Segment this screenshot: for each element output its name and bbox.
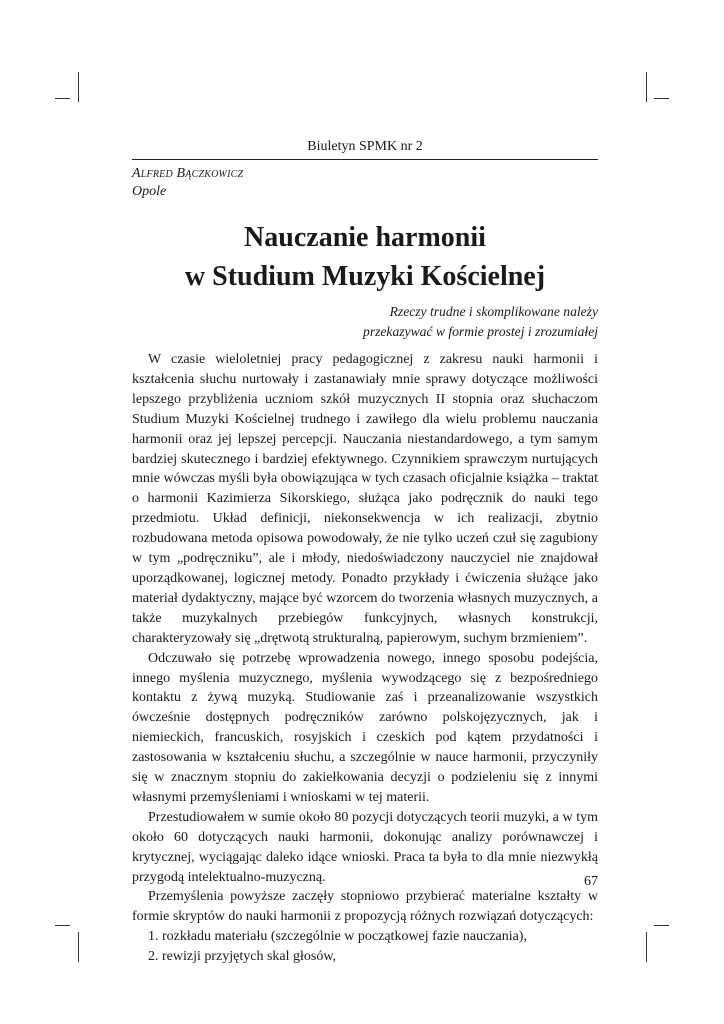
author-city: Opole: [132, 184, 167, 199]
numbered-list: [132, 927, 598, 967]
page-number: 67: [584, 874, 598, 889]
motto-line: przekazywać w formie prostej i zrozumiałej: [363, 324, 598, 339]
crop-mark: [654, 925, 669, 926]
author-block: [132, 165, 243, 201]
crop-mark: [646, 932, 647, 962]
title-line: Nauczanie harmonii: [244, 222, 486, 253]
body-paragraph: Przemyślenia powyższe zaczęły stopniowo przybierać materialne kształty w formie skryptów do nauki harmonii z propozycją różnych rozwiązań dotyczących:: [132, 889, 598, 925]
crop-mark: [646, 72, 647, 102]
list-item: 2. rewizji przyjętych skal głosów,: [148, 949, 337, 965]
crop-mark: [55, 925, 70, 926]
body-paragraph: Przestudiowałem w sumie około 80 pozycji dotyczących teorii muzyki, a w tym około 60 dotyczących nauki harmonii, dokonując analizy porównawczej i krytycznej, wyciągając daleko idące wnioski. Praca ta była to dla mnie niezwykłą przygodą intelektualno-muzyczną.: [132, 809, 598, 885]
article-title: [132, 218, 598, 296]
running-head: Biuletyn SPMK nr 2: [307, 139, 423, 154]
article-body: [132, 350, 598, 967]
crop-mark: [55, 98, 70, 99]
author-name: Alfred Bączkowicz: [132, 166, 244, 181]
motto: [300, 302, 598, 342]
crop-mark: [78, 72, 79, 102]
body-paragraph: W czasie wieloletniej pracy pedagogicznej z zakresu nauki harmonii i kształcenia słuchu nurtowały i zastanawiały mnie sprawy dotyczące możliwości lepszego przybliżenia uczniom szkół muzycznych II stopnia oraz słuchaczom Studium Muzyki Kościelnej trudnego i zawiłego dla wielu problemu nauczania harmonii oraz jej lepszej percepcji. Nauczania niestandardowego, a tym samym bardziej skutecznego i bardziej efektywnego. Czynnikiem sprawczym nurtujących mnie wówczas myśli była obowiązująca w tych czasach oficjalnie książka – traktat o harmonii Kazimierza Sikorskiego, służąca jako podręcznik do nauki tego przedmiotu. Układ definicji, niekonsekwencja w ich realizacji, zbytnio rozbudowana metoda opisowa powodowały, że nie tylko uczeń czuł się zagubiony w tym „podręczniku”, ale i młody, niedoświadczony nauczyciel nie znajdował uporządkowanej, logicznej metody. Ponadto przykłady i ćwiczenia służące jako materiał dydaktyczny, mające być wzorcem do tworzenia własnych muzycznych, a także muzykalnych przebiegów funkcyjnych, własnych konstrukcji, charakteryzowały się „drętwotą strukturalną, papierowym, suchym brzmieniem”.: [132, 352, 598, 646]
crop-mark: [654, 98, 669, 99]
body-paragraph: Odczuwało się potrzebę wprowadzenia nowego, innego sposobu podejścia, innego myślenia muzycznego, myślenia wywodzącego się z bezpośredniego kontaktu z żywą muzyką. Studiowanie zaś i przeanalizowanie wszystkich ówcześnie dostępnych podręczników zarówno polskojęzycznych, jak i niemieckich, francuskich, rosyjskich i czeskich pod kątem przydatności i zastosowania w kształceniu słuchu, a szczególnie w nauce harmonii, przyczyniły się w znacznym stopniu do zakiełkowania decyzji o podzieleniu się z innymi własnymi przemyśleniami i wnioskami w tej materii.: [132, 650, 598, 805]
motto-line: Rzeczy trudne i skomplikowane należy: [389, 304, 598, 319]
crop-mark: [78, 932, 79, 962]
title-line: w Studium Muzyki Kościelnej: [184, 261, 546, 292]
header-rule: [132, 159, 598, 160]
list-item: 1. rozkładu materiału (szczególnie w początkowej fazie nauczania),: [148, 929, 527, 945]
